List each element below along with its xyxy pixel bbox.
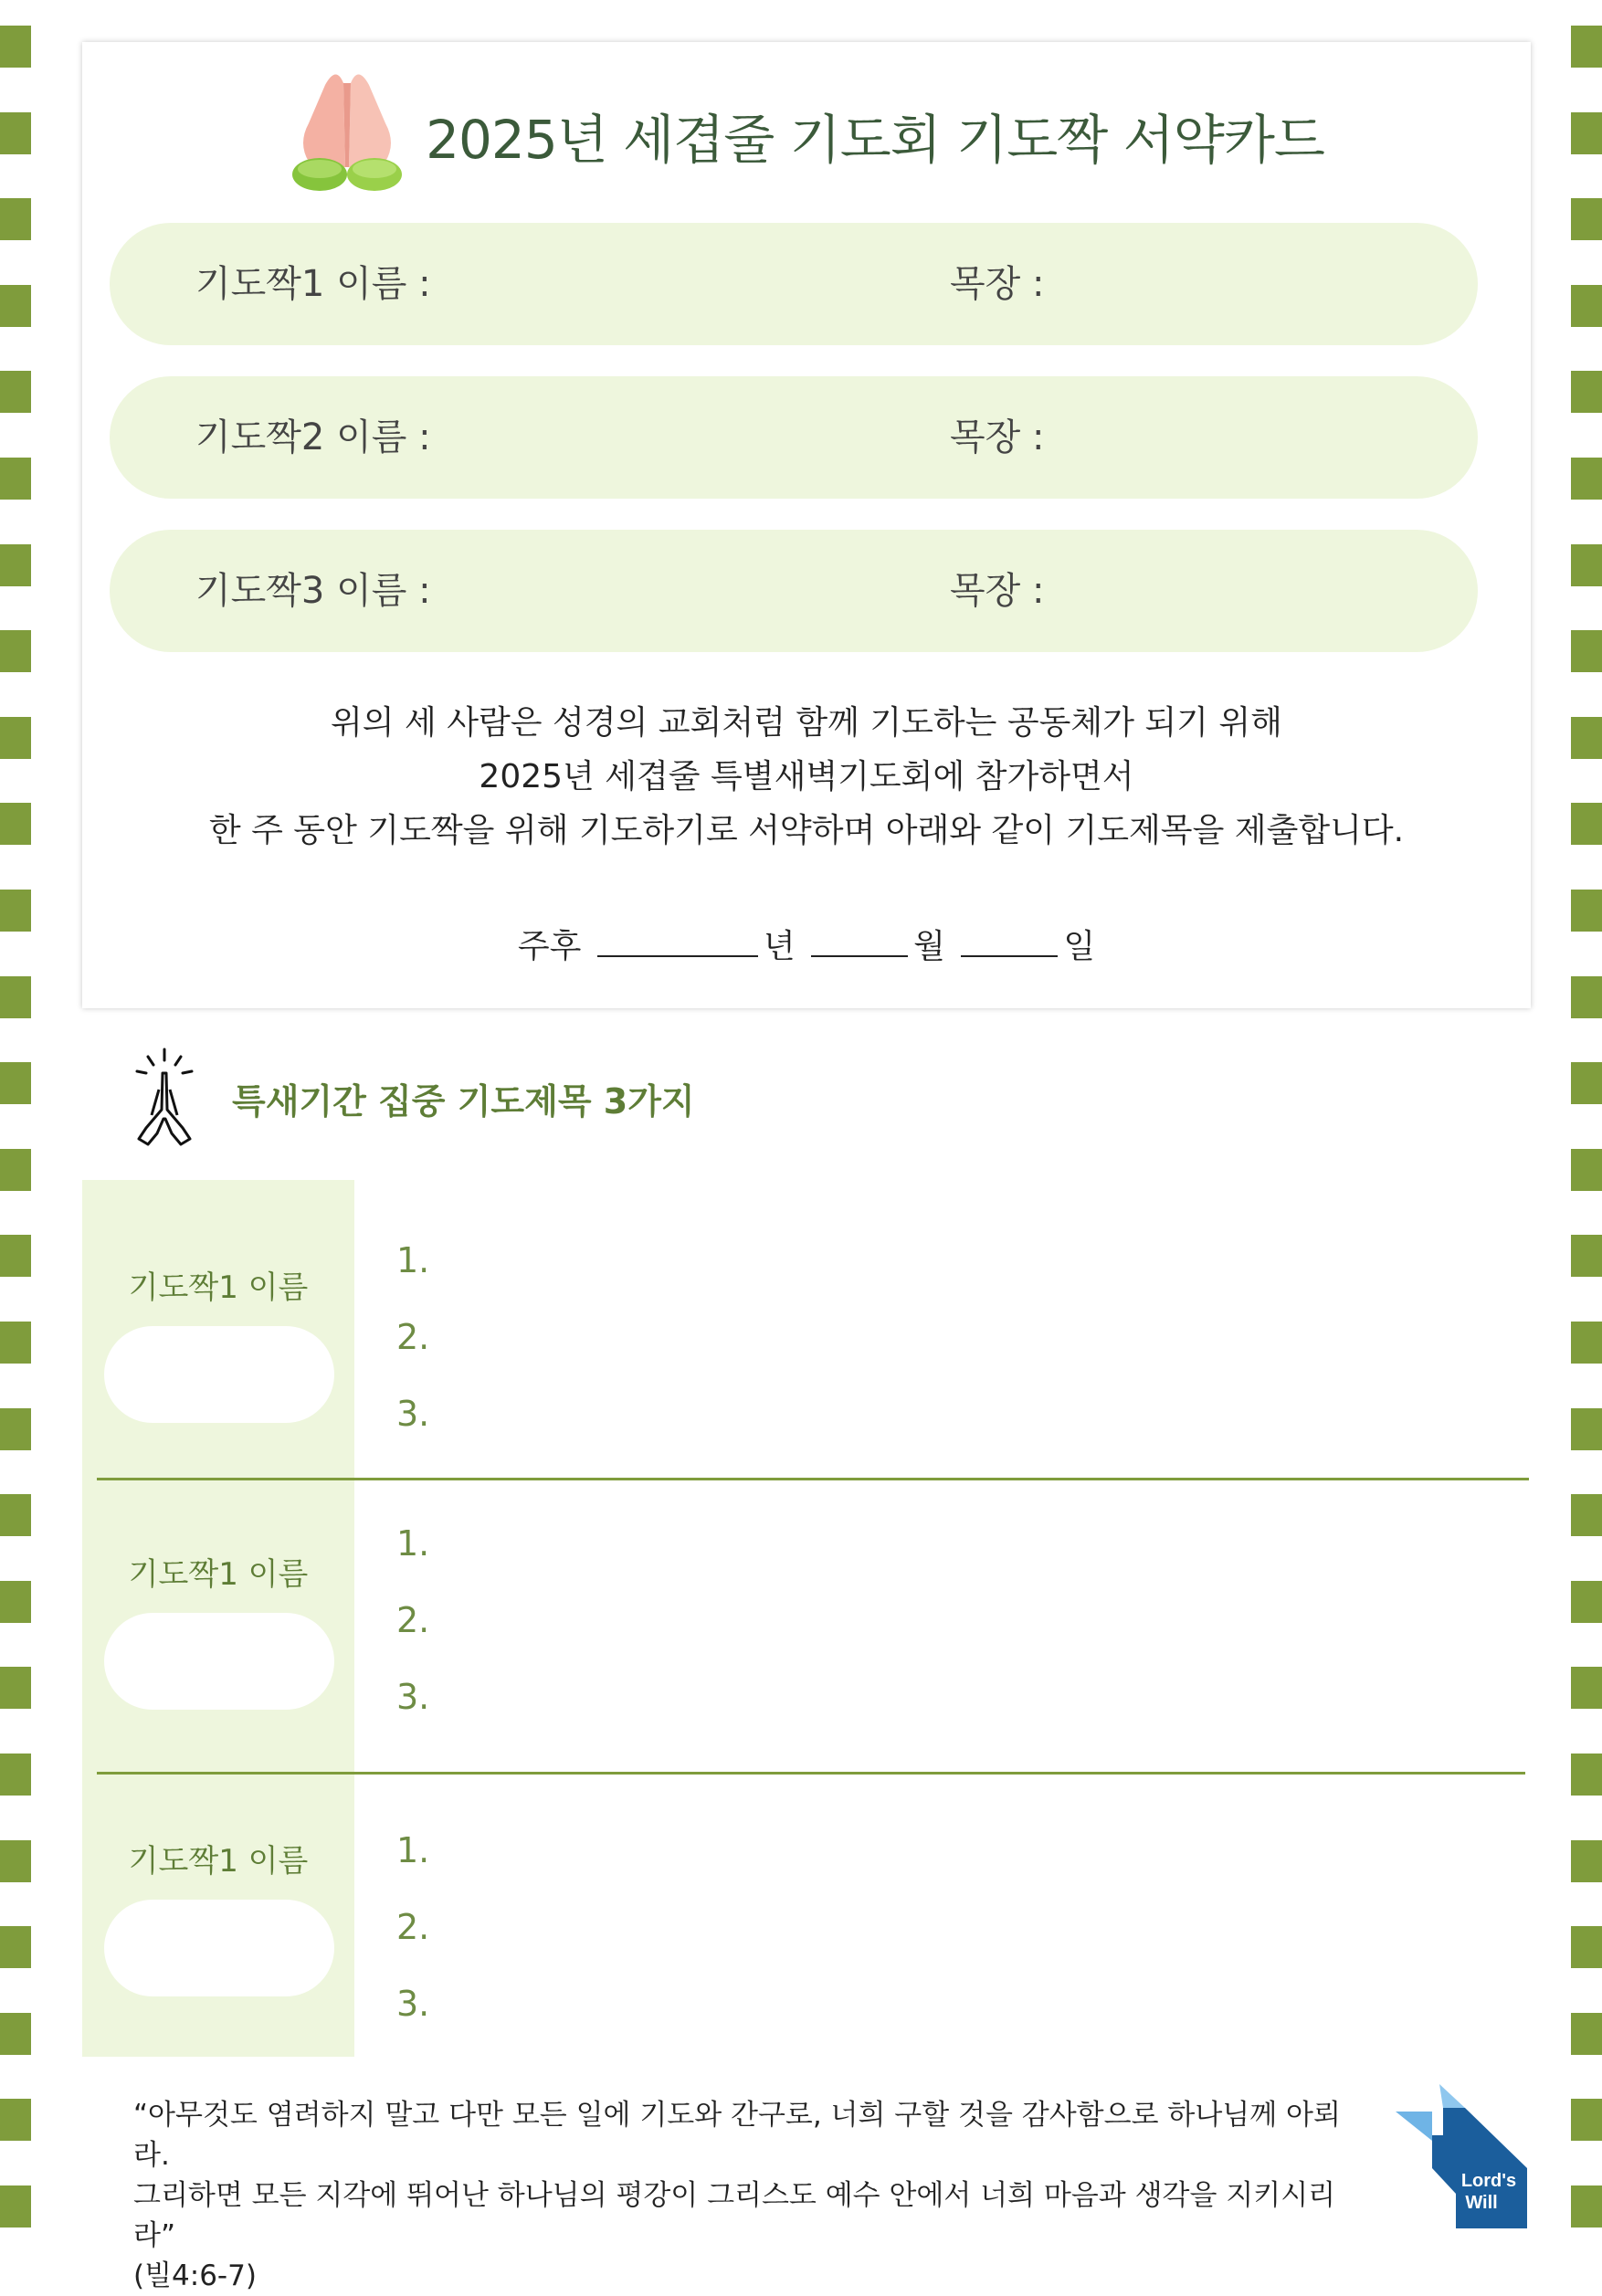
month-label: 월 bbox=[913, 928, 945, 965]
perforation-square bbox=[0, 198, 31, 240]
pair-leader-label: 목장 : bbox=[950, 263, 1045, 305]
folded-hands-icon bbox=[289, 67, 406, 204]
praying-hands-icon bbox=[128, 1048, 201, 1148]
perforation-square bbox=[1571, 630, 1602, 672]
perforation-square bbox=[1571, 285, 1602, 327]
statement-line: 한 주 동안 기도짝을 위해 기도하기로 서약하며 아래와 같이 기도제목을 제출합니다. bbox=[208, 812, 1405, 849]
perforation-square bbox=[0, 890, 31, 932]
row-divider bbox=[97, 1478, 1529, 1480]
perforation-square bbox=[0, 717, 31, 759]
prayer-item-number: 2. bbox=[396, 1600, 430, 1640]
name-input-box[interactable] bbox=[104, 1900, 334, 1996]
perforation-square bbox=[0, 2185, 31, 2228]
perforation-square bbox=[1571, 1581, 1602, 1623]
perforation-square bbox=[1571, 1149, 1602, 1191]
perforation-square bbox=[1571, 1062, 1602, 1104]
right-perforated-edge bbox=[1571, 0, 1602, 2265]
verse-line: “아무것도 염려하지 말고 다만 모든 일에 기도와 간구로, 너희 구할 것을 감사함으로 하나님께 아뢰라. bbox=[133, 2099, 1341, 2172]
perforation-square bbox=[0, 1667, 31, 1709]
perforation-square bbox=[1571, 1322, 1602, 1364]
perforation-square bbox=[1571, 976, 1602, 1018]
prayer-item-number: 2. bbox=[396, 1907, 430, 1947]
perforation-square bbox=[1571, 2099, 1602, 2141]
logo-line-2: Will bbox=[1465, 2193, 1498, 2213]
perforation-square bbox=[1571, 803, 1602, 845]
perforation-square bbox=[1571, 1840, 1602, 1882]
perforation-square bbox=[0, 1235, 31, 1277]
perforation-square bbox=[0, 1581, 31, 1623]
row-divider bbox=[97, 1772, 1525, 1775]
perforation-square bbox=[0, 2099, 31, 2141]
perforation-square bbox=[1571, 26, 1602, 68]
perforation-square bbox=[1571, 198, 1602, 240]
pledge-card bbox=[82, 42, 1531, 1008]
day-blank[interactable] bbox=[961, 948, 1058, 957]
left-perforated-edge bbox=[0, 0, 31, 2265]
year-label: 년 bbox=[763, 928, 796, 965]
perforation-square bbox=[1571, 1754, 1602, 1796]
perforation-square bbox=[0, 1322, 31, 1364]
perforation-square bbox=[0, 976, 31, 1018]
perforation-square bbox=[0, 1840, 31, 1882]
verse-line: 그리하면 모든 지각에 뛰어난 하나님의 평강이 그리스도 예수 안에서 너희 마음과 생각을 지키시리라” bbox=[133, 2179, 1336, 2252]
perforation-square bbox=[0, 1754, 31, 1796]
perforation-square bbox=[1571, 2013, 1602, 2055]
pledge-statement bbox=[82, 696, 1531, 858]
prayer-item-number: 1. bbox=[396, 1523, 430, 1564]
perforation-square bbox=[1571, 458, 1602, 500]
pair-name-label: 기도짝1 이름 : bbox=[195, 263, 431, 305]
perforation-square bbox=[0, 1149, 31, 1191]
bible-verse bbox=[133, 2095, 1375, 2296]
pair-row-3 bbox=[110, 530, 1478, 652]
perforation-square bbox=[0, 1062, 31, 1104]
prayer-item-number: 1. bbox=[396, 1830, 430, 1870]
perforation-square bbox=[1571, 371, 1602, 413]
perforation-square bbox=[1571, 890, 1602, 932]
statement-line: 위의 세 사람은 성경의 교회처럼 함께 기도하는 공동체가 되기 위해 bbox=[331, 704, 1282, 742]
date-line bbox=[82, 921, 1531, 967]
date-prefix: 주후 bbox=[517, 928, 582, 965]
perforation-square bbox=[1571, 544, 1602, 586]
perforation-square bbox=[1571, 1408, 1602, 1450]
perforation-square bbox=[1571, 2185, 1602, 2228]
perforation-square bbox=[0, 1408, 31, 1450]
pair-row-1 bbox=[110, 223, 1478, 345]
logo-line-1: Lord's bbox=[1460, 2171, 1517, 2191]
prayer-item-number: 1. bbox=[396, 1240, 430, 1280]
lords-will-logo bbox=[1396, 2084, 1527, 2230]
perforation-square bbox=[0, 630, 31, 672]
pair-leader-label: 목장 : bbox=[950, 570, 1045, 612]
block-name-label: 기도짝1 이름 bbox=[128, 1269, 309, 1306]
perforation-square bbox=[0, 2013, 31, 2055]
perforation-square bbox=[1571, 1235, 1602, 1277]
perforation-square bbox=[1571, 1926, 1602, 1968]
perforation-square bbox=[0, 371, 31, 413]
prayer-item-number: 3. bbox=[396, 1984, 430, 2024]
statement-line: 2025년 세겹줄 특별새벽기도회에 참가하면서 bbox=[479, 758, 1134, 795]
block-name-label: 기도짝1 이름 bbox=[128, 1843, 309, 1880]
perforation-square bbox=[1571, 112, 1602, 154]
month-blank[interactable] bbox=[811, 948, 908, 957]
perforation-square bbox=[0, 1926, 31, 1968]
block-name-label: 기도짝1 이름 bbox=[128, 1556, 309, 1593]
perforation-square bbox=[0, 544, 31, 586]
card-title: 2025년 세겹줄 기도회 기도짝 서약카드 bbox=[426, 109, 1324, 171]
section-header bbox=[128, 1043, 695, 1153]
verse-reference: (빌4:6-7) bbox=[133, 2259, 257, 2292]
prayer-item-number: 2. bbox=[396, 1317, 430, 1357]
perforation-square bbox=[0, 26, 31, 68]
section-title: 특새기간 집중 기도제목 3가지 bbox=[232, 1080, 695, 1122]
perforation-square bbox=[1571, 717, 1602, 759]
prayer-item-number: 3. bbox=[396, 1394, 430, 1434]
perforation-square bbox=[0, 1494, 31, 1536]
perforation-square bbox=[0, 803, 31, 845]
name-input-box[interactable] bbox=[104, 1326, 334, 1423]
pair-name-label: 기도짝2 이름 : bbox=[195, 416, 431, 458]
day-label: 일 bbox=[1063, 928, 1096, 965]
pair-name-label: 기도짝3 이름 : bbox=[195, 570, 431, 612]
pair-row-2 bbox=[110, 376, 1478, 499]
perforation-square bbox=[0, 285, 31, 327]
perforation-square bbox=[1571, 1667, 1602, 1709]
perforation-square bbox=[0, 112, 31, 154]
card-header bbox=[82, 62, 1531, 208]
perforation-square bbox=[0, 458, 31, 500]
pair-leader-label: 목장 : bbox=[950, 416, 1045, 458]
prayer-item-number: 3. bbox=[396, 1677, 430, 1717]
year-blank[interactable] bbox=[597, 948, 758, 957]
perforation-square bbox=[1571, 1494, 1602, 1536]
name-input-box[interactable] bbox=[104, 1613, 334, 1710]
